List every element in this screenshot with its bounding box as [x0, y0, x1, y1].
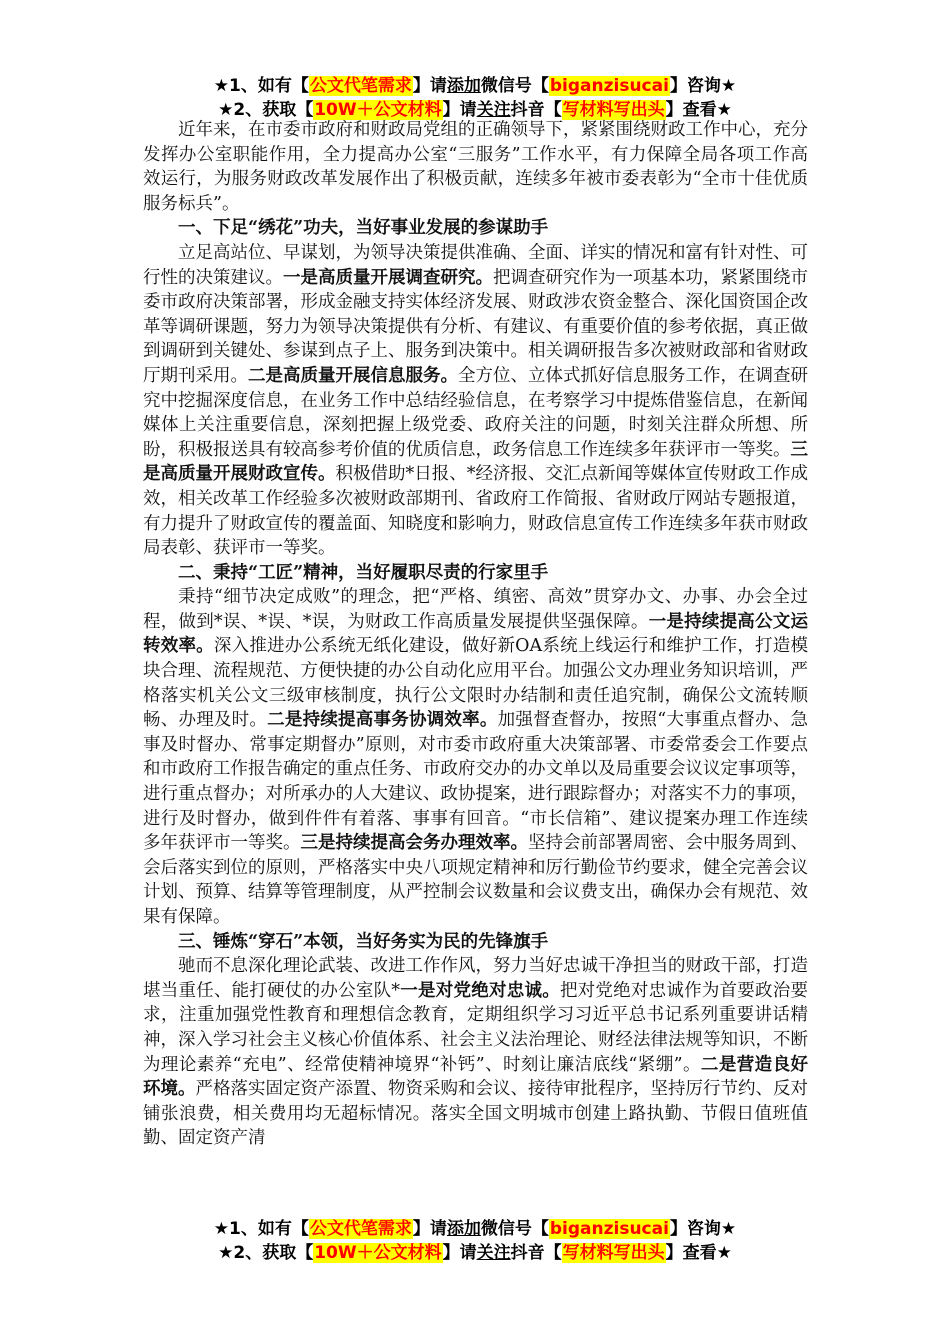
highlight-wechat-id: biganzisucai [549, 76, 669, 96]
highlight-materials: 10W＋公文材料 [314, 1243, 442, 1263]
promo-banner-top-line2: ★2、获取【10W＋公文材料】请关注抖音【写材料写出头】查看★ [218, 100, 732, 120]
section-3-heading: 三、锤炼“穿石”本领，当好务实为民的先锋旗手 [178, 931, 549, 952]
highlight-douyin: 写材料写出头 [562, 100, 665, 120]
highlight-wechat-id: biganzisucai [549, 1219, 669, 1239]
section-2-paragraph: 秉持“细节决定成败”的理念，把“严格、缜密、高效”贯穿办文、办事、办会全过程，做到*误、*误、*误，为财政工作高质量发展提供坚强保障。一是持续提高公文运转效率。深入推进办公系统无纸化建设，做好新OA系统上线运行和维护工作，打造模块合理、流程规范、方便快捷的办公自动化应用平台。加强公文办理业务知识培训，严格落实机关公文三级审核制度，执行公文限时办结制和责任追究制，确保公文流转顺畅、办理及时。二是持续提高事务协调效率。加强督查督办，按照“大事重点督办、急事及时督办、常事定期督办”原则，对市委市政府重大决策部署、市委常委会工作要点和市政府工作报告确定的重点任务、市政府交办的办文单以及局重要会议议定事项等，进行重点督办；对所承办的人大建议、政协提案，进行跟踪督办；对落实不力的事项，进行及时督办，做到件件有着落、事事有回音。“市长信箱”、建议提案办理工作连续多年获评市一等奖。三是持续提高会务办理效率。坚持会前部署周密、会中服务周到、会后落实到位的原则，严格落实中央八项规定精神和厉行勤俭节约要求，健全完善会议计划、预算、结算等管理制度，从严控制会议数量和会议费支出，确保办会有规范、效果有保障。 [143, 587, 809, 927]
highlight-service: 公文代笔需求 [309, 76, 412, 96]
section-1-paragraph: 立足高站位、早谋划，为领导决策提供准确、全面、详实的情况和富有针对性、可行性的决策建议。一是高质量开展调查研究。把调查研究作为一项基本功，紧紧围绕市委市政府决策部署，形成金融支持实体经济发展、财政涉农资金整合、深化国资国企改革等调研课题，努力为领导决策提供有分析、有建议、有重要价值的参考依据，真正做到调研到关键处、参谋到点子上、服务到决策中。相关调研报告多次被财政部和省财政厅期刊采用。二是高质量开展信息服务。全方位、立体式抓好信息服务工作，在调查研究中挖掘深度信息，在业务工作中总结经验信息，在考察学习中提炼借鉴信息，在新闻媒体上关注重要信息，深刻把握上级党委、政府关注的问题，时刻关注群众所想、所盼，积极报送具有较高参考价值的优质信息，政务信息工作连续多年获评市一等奖。三是高质量开展财政宣传。积极借助*日报、*经济报、交汇点新闻等媒体宣传财政工作成效，相关改革工作经验多次被财政部期刊、省政府工作简报、省财政厅网站专题报道，有力提升了财政宣传的覆盖面、知晓度和影响力，财政信息宣传工作连续多年获市财政局表彰、获评市一等奖。 [143, 242, 808, 559]
highlight-materials: 10W＋公文材料 [314, 100, 442, 120]
highlight-douyin: 写材料写出头 [562, 1243, 665, 1263]
section-3-paragraph: 驰而不息深化理论武装、改进工作作风，努力当好忠诚干净担当的财政干部，打造堪当重任、能打硬仗的办公室队*一是对党绝对忠诚。把对党绝对忠诚作为首要政治要求，注重加强党性教育和理想信念教育，定期组织学习习近平总书记系列重要讲话精神，深入学习社会主义核心价值体系、社会主义法治理论、财经法律法规等知识，不断为理论素养“充电”、经常使精神境界“补钙”、时刻让廉洁底线“紧绷”。二是营造良好环境。严格落实固定资产添置、物资采购和会议、接待审批程序，坚持厉行节约、反对铺张浪费，相关费用均无超标情况。落实全国文明城市创建上路执勤、节假日值班值勤、固定资产清 [143, 956, 809, 1149]
document-body [143, 118, 808, 1151]
promo-banner-top-line1: ★1、如有【公文代笔需求】请添加微信号【biganzisucai】咨询★ [213, 76, 737, 96]
intro-paragraph: 近年来，在市委市政府和财政局党组的正确领导下，紧紧围绕财政工作中心，充分发挥办公室职能作用，全力提高办公室“三服务”工作水平，有力保障全局各项工作高效运行，为服务财政改革发展作出了积极贡献，连续多年被市委表彰为“全市十佳优质服务标兵”。 [143, 120, 808, 214]
promo-banner-bottom-line1: ★1、如有【公文代笔需求】请添加微信号【biganzisucai】咨询★ [213, 1219, 737, 1239]
highlight-service: 公文代笔需求 [309, 1219, 412, 1239]
section-1-heading: 一、下足“绣花”功夫，当好事业发展的参谋助手 [178, 218, 549, 239]
section-2-heading: 二、秉持“工匠”精神，当好履职尽责的行家里手 [178, 562, 549, 583]
promo-banner-bottom-line2: ★2、获取【10W＋公文材料】请关注抖音【写材料写出头】查看★ [218, 1243, 732, 1263]
